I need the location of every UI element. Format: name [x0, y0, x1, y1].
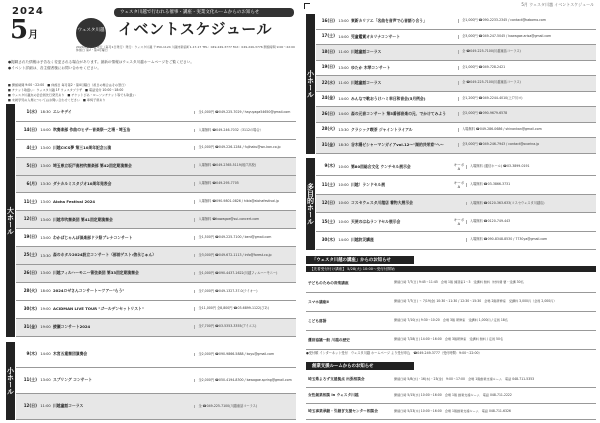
event-info: 全1,000円 ☎049-225-7029 / hayuyaga54650@gmail.com [194, 111, 296, 115]
event-date: 22(水) [321, 79, 335, 85]
event-time: 13:30 [40, 253, 51, 258]
multi-hall-label: 多目的ホール [306, 158, 315, 250]
event-title: 第80回総合文化 ウンチセル展示会 [351, 163, 411, 169]
event-time: 14:00 [338, 96, 349, 101]
event-time: 19:00 [40, 307, 51, 312]
event-title: 川越フィルハーモニー管弦楽団 第33回定期演奏会 [53, 270, 139, 276]
event-info: 全11,000円 全8,800円 ☎03-6899-1122(ぴあ) [194, 307, 296, 311]
info-row-name: 埼玉事業承継・引継ぎ支援センター相談会 [308, 409, 378, 414]
event-room: キーボ A [453, 180, 465, 190]
event-title: 埼玉県立坂戸高校吹奏楽部 第42回定期演奏会 [53, 162, 132, 168]
schedule-row [316, 195, 596, 213]
info-row-name: こども落語 [308, 318, 327, 323]
event-time: 10:00 [338, 164, 349, 169]
event-info: 入場無料 ☎049-246-7032（3112の場合） [194, 129, 296, 133]
event-date: 14(日) [23, 127, 37, 133]
event-info: 全3,000円 ☎049-672-1113 / info@forest.co.jp [194, 254, 296, 258]
event-info: 全1,000円 ☎049-728-2421 [458, 66, 596, 70]
schedule-row [16, 283, 296, 301]
header-info: 2024年5月1日発行（毎月1日発行）発行：ウェスタ川越 〒350-1124 川越市新宿町1-17-17 TEL：049-249-3777 FAX：049-249-3776 開館時間 9:00～22:00 休館日 第2・第4月曜日 [76, 45, 295, 53]
event-time: 13:00 [40, 199, 51, 204]
corner-bracket [304, 3, 310, 9]
info-row-details: 開催日時 7/10(水) 9:30〜10:20 会場 3階 研修室 受講料 1,000円 / 定員 18名 [394, 318, 508, 323]
event-title: 川越童話コーラス [351, 80, 382, 86]
event-date: 26(日) [23, 270, 37, 276]
schedule-row [316, 176, 596, 194]
event-date: 4(土) [26, 144, 37, 150]
info-row [306, 331, 596, 350]
event-title: Aloha Festival 2024 [53, 198, 96, 204]
schedule-row [16, 193, 296, 211]
event-title: エレキデイ [53, 109, 72, 115]
legend-line: ■ 開館時間 9:00～22:00 ■ 休館日 毎月第2・第4月曜日（祝日の場合はその翌日） [8, 83, 128, 87]
tagline: ウェスタ川越で行われる催事・講座・実業文化ルームからのお知らせ [114, 8, 294, 17]
event-title: 森のホタル2024設立コンサート（部前ゲスト:信永じゅん） [53, 252, 157, 258]
event-date: 15(土) [321, 218, 335, 224]
event-time: 18:30 [338, 143, 349, 148]
schedule-row [16, 265, 296, 283]
schedule-row [16, 229, 296, 247]
hall-main-table [16, 104, 296, 337]
schedule-row [316, 232, 596, 250]
event-title: 児童鑑賞オカリナコンサート [351, 33, 401, 39]
notice-line: ●掲載された情報は予告なく変更される場合があります。最新の情報はウェスタ川越ホームページをご覧ください。 [8, 60, 194, 64]
schedule-row [16, 319, 296, 337]
event-time: 10:00 [338, 219, 349, 224]
schedule-row [316, 92, 596, 108]
page-title: イベントスケジュール [118, 20, 272, 38]
event-title: ダナカルミスタジオ10周年発表会 [53, 180, 112, 186]
event-info: 全7,000円 ☎049-1327-37.0(テイオー) [194, 290, 296, 294]
event-info: 入場無料 ☎049-295-7705 [194, 182, 296, 186]
event-title: 谷木陽ビシャーマンガイアvol.12〜"湖的共栄家"へ〜 [351, 142, 444, 148]
hall-main-label: 大ホール [6, 104, 15, 337]
event-info: 全 ☎049-225-7100(川越童話コーラス) [458, 50, 596, 54]
schedule-row [16, 158, 296, 176]
info-row-details: 開催日時 5/8(水)・16(木)・23(金) 9:00〜17:00 会場 1階創業支援ルーム 電話 048-711-5353 [394, 376, 535, 381]
info-row-details: 開催日時 7/7(日) 9:45〜11:45 会場 1階 練習室1〜3 受講料 無料（材料費 要・受講 30名 [394, 280, 524, 285]
legend-line: ■ チケット取扱い：ウェスタ川越 1F ウェスタプラザ ■ 電話受付 10:00～18:00 [8, 87, 124, 92]
info-row [306, 388, 596, 404]
schedule-row [16, 342, 296, 368]
event-title: 綾瀬コンサート2024 [53, 323, 91, 329]
schedule-row [316, 14, 596, 30]
event-title: 川越童話コーラス [53, 403, 84, 409]
legend-line: ■ ウェスタ川越友の会会員先行発売あり ■ チケットぴあ・ローソンチケット等でも取扱い [8, 92, 136, 97]
event-title: 東新カリソエ「名曲を音声で心音語り合う」 [351, 18, 427, 24]
event-time: 13:30 [40, 181, 51, 186]
event-time: 13:00 [40, 271, 51, 276]
event-date: 28(火) [23, 288, 37, 294]
event-title: ゆたか 木琴コンサート [351, 64, 391, 70]
event-title: スプリング コンサート [53, 377, 93, 383]
event-title: 吹奏楽部 作曲のヒザー音楽祭一之場・埼玉治 [53, 127, 131, 133]
event-date: 6(月) [26, 180, 37, 186]
event-time: 13:30 [338, 127, 349, 132]
info-row-details: 開催日時 7/28(日) 14:00〜16:00 会場 3階研修室 受講料 無料 / 定員 50名 [394, 337, 504, 342]
event-info: 全2,000円 ☎090-9679-6578 [458, 112, 596, 116]
event-title: クラシック喫茶 ジャイントライアル [351, 126, 413, 132]
schedule-row [16, 122, 296, 140]
year: 2024 [12, 6, 44, 17]
schedule-row [316, 123, 596, 139]
event-time: 19:00 [40, 325, 51, 330]
info-row-name: 運営協議一般 川越の歴史 [308, 337, 350, 342]
header [8, 6, 294, 52]
schedule-row [316, 61, 596, 77]
event-time: 14:00 [40, 352, 51, 357]
event-time: 18:00 [40, 289, 51, 294]
event-date: 11(土) [23, 198, 37, 204]
event-date: 26(日) [321, 110, 335, 116]
event-date: 17(土) [321, 33, 335, 39]
event-time: 14:00 [40, 128, 51, 133]
lesson-subbar: 【先着受付付け講座】 5/28(火) 10:00〜受付付開始 [306, 266, 596, 272]
event-date: 31(金) [23, 323, 37, 329]
schedule-row [316, 107, 596, 123]
hall-small-table [16, 342, 296, 420]
info-row-details: 開催日時 5/23(木) 10:00〜16:00 会場 1階創業支援ルーム 電話 048-711-6326 [394, 408, 511, 413]
legend [8, 84, 294, 104]
event-date: 11(土) [321, 181, 335, 187]
schedule-row [16, 211, 296, 229]
event-date: 19(日) [321, 64, 335, 70]
event-title: みんなで歌おうけハミ幸日和音会(5月例会) [351, 95, 426, 101]
event-time: 13:00 [40, 235, 51, 240]
schedule-row [316, 138, 596, 154]
info-row [306, 293, 596, 312]
month-suffix: 月 [28, 30, 39, 41]
event-title: 川越防災講座 [351, 237, 374, 243]
event-title: ACIDMAN LIVE TOUR "ゴールデンセットリスト" [53, 306, 144, 312]
event-info: 入場無料 ☎03-3866-3731 [466, 183, 596, 187]
event-date: 25(土) [23, 252, 37, 258]
schedule-row [316, 213, 596, 231]
event-title: 川越市吹奏楽団 第41回定期演奏会 [53, 216, 113, 222]
event-info: 入場無料 ☎0120-363-633(コスセウェスタ川越店) [466, 202, 596, 206]
event-date: 19(日) [23, 234, 37, 240]
schedule-row [16, 247, 296, 265]
info-row [306, 372, 596, 388]
legend-line: ■ 未就学児の入場についてはお問い合わせください ■ 車椅子席あり [8, 97, 106, 102]
event-time: 11:00 [338, 81, 349, 86]
schedule-row [316, 76, 596, 92]
info-row-name: 子どものための音楽講座 [308, 280, 349, 285]
info-row [306, 274, 596, 293]
event-time: 13:00 [40, 217, 51, 222]
event-date: 5(日) [26, 162, 37, 168]
event-time: 14:00 [338, 112, 349, 117]
schedule-row [316, 45, 596, 61]
event-room: キーボ A [453, 217, 465, 226]
schedule-row [16, 301, 296, 319]
event-info: 全 ☎049-225-7100(川越童話コーラス) [458, 81, 596, 85]
event-time: 13:00 [40, 164, 51, 169]
event-time: 14:00 [338, 34, 349, 39]
event-title: わかばじゃんぼ倶楽部ドラ祭プレナコンサート [53, 234, 133, 240]
event-time: 18:30 [40, 110, 51, 115]
event-time: 13:00 [40, 378, 51, 383]
page-number: 5月 ウェスタ川越 イベントスケジュール [521, 2, 594, 7]
lesson-info-line: ●受付順 インターネット受付 ウェスタ川越 ホームページ より受付申込 ☎049-249-3777（受付時間：9:00〜22:00） [306, 351, 482, 355]
event-info: 全1,000円 ☎090-4437-1622(川越フィルハーモニー) [194, 272, 296, 276]
event-info: 入場無料 ☎0120-749-443 [466, 220, 596, 224]
schedule-row [16, 394, 296, 420]
event-room: キーボ A [453, 162, 465, 171]
event-info: 入場無料 ☎049-2365-5119(坂戸高校) [194, 164, 296, 168]
event-info: 全1,500円 ☎049-225-7100 / beni@gmail.com [194, 236, 296, 240]
event-info: 全7,700円 ☎03-5353-3355(アイエス) [194, 325, 296, 329]
event-time: 11:00 [40, 404, 51, 409]
event-info: 入場無料 ☎kawagoe@sui-concert.com [194, 218, 296, 222]
event-date: 18(日) [321, 48, 335, 54]
event-time: 10:00 [338, 183, 349, 188]
event-info: 入場無料 ☎090-8348-8530 / 7730ya@gmail.com [466, 238, 596, 242]
month [10, 16, 38, 46]
event-title: コスセウェスタ川越店 着物大展示会 [351, 200, 413, 206]
event-info: 全3,000円 ☎049-246-7943 / contact@ocarina.jp [458, 143, 596, 147]
event-date: 12(日) [23, 216, 37, 222]
multi-hall-table [316, 158, 596, 250]
hall-small-label: 小ホール [6, 342, 15, 420]
lesson-header: 「ウェスタ川越の講座」からのお知らせ [306, 256, 414, 264]
info-row-details: 開催日時 5/15(水) 10:00〜16:00 会場 1階 創業支援ルーム 電話 048-711-2222 [394, 392, 512, 397]
event-info: 全1,000円 ☎090-2233-2345 / contact@kabomo.com [458, 19, 596, 23]
schedule-row [16, 368, 296, 394]
event-info: 全3,000円 ☎049-247-5045 / kawagoe.arisa@gmail.com [458, 35, 596, 39]
event-info: 全2,000円 ☎090-9866-5888 / koyu@gmail.com [194, 353, 296, 357]
schedule-row [16, 140, 296, 158]
info-row-name: スマホ講座Ⅱ [308, 299, 329, 304]
event-info: 全 ☎049-225-7100(川越童話コーラス) [194, 405, 296, 409]
notices [8, 60, 294, 72]
event-info: 入場無料 ☎049-286-0686 / shinonkan@gmail.com [458, 128, 596, 132]
event-date: 31(金) [321, 141, 335, 147]
schedule-row [16, 176, 296, 194]
info-row-name: 埼玉県よろず支援拠点 出張相談会 [308, 377, 365, 382]
info-row-details: 開催日時 7/7(日) 〜 7/19(金) 10:30〜11:30 / 12:30〜15:30 会場 2階研修室 受講料 3,000円（会員 2,000円） [394, 299, 557, 304]
event-time: 10:00 [338, 201, 349, 206]
event-info: 入場無料 (通信ホール) ☎03-3899-0191 [466, 165, 596, 169]
culture-header: 創業支援ルームからのお知らせ [306, 362, 414, 370]
info-row [306, 312, 596, 331]
info-row-name: 女性創業相談 in ウェスタ川越 [308, 393, 359, 398]
notice-line: ●イベント詳細は、各主催者様にお問い合わせください。 [8, 66, 101, 71]
event-title: 川越！ランドセル展 [351, 181, 386, 187]
schedule-row [316, 158, 596, 176]
schedule-row [16, 104, 296, 122]
event-time: 14:00 [338, 238, 349, 243]
event-date: 16(日) [321, 17, 335, 23]
event-title: 2024ロゼさんコンサート〜ツアー"らう" [53, 288, 125, 294]
event-title: 木宮五重奏団演奏会 [53, 351, 88, 357]
event-date: 12(日) [23, 403, 37, 409]
event-title: 森の元音コンサート 第5番部音楽の元、でかけてみよう [351, 111, 447, 117]
event-date: 9(木) [26, 351, 37, 357]
event-time: 13:00 [338, 19, 349, 24]
right-small-table [316, 14, 596, 154]
event-date: 9(木) [324, 163, 335, 169]
event-info: 全2,000円 ☎050-4194-8300 / kawagoe.spring@gmail.com [194, 379, 296, 383]
event-info: 入場無料 ☎090-9801-0826 / hibis@alohafestival.jp [194, 200, 296, 204]
right-small-label: 小ホール [306, 14, 315, 154]
event-date: 30(木) [23, 305, 37, 311]
event-time: 11:00 [338, 50, 349, 55]
event-date: 28(火) [321, 126, 335, 132]
event-time: 13:00 [40, 146, 51, 151]
event-date: 1(水) [26, 109, 37, 115]
event-time: 13:00 [338, 65, 349, 70]
event-title: 川越CICS夢 第三10周年記念公演 [53, 145, 112, 151]
event-title: 天使のはねランドセル展示会 [351, 218, 401, 224]
event-date: 24(金) [321, 95, 335, 101]
event-date: 12(日) [321, 200, 335, 206]
event-title: 川越童話コーラス [351, 49, 382, 55]
event-date: 30(木) [321, 236, 335, 242]
info-row [306, 404, 596, 420]
logo: ウェスタ川越 [76, 18, 106, 48]
event-info: 全1,000円 ☎049-226-1284 / fujihaku@wn-kan.co.jp [194, 146, 296, 150]
schedule-row [316, 30, 596, 46]
event-info: 全1,200円 ☎049-2244-4010(上戸川ヨ) [458, 97, 596, 101]
month-number: 5 [10, 15, 29, 45]
event-date: 11(土) [23, 377, 37, 383]
